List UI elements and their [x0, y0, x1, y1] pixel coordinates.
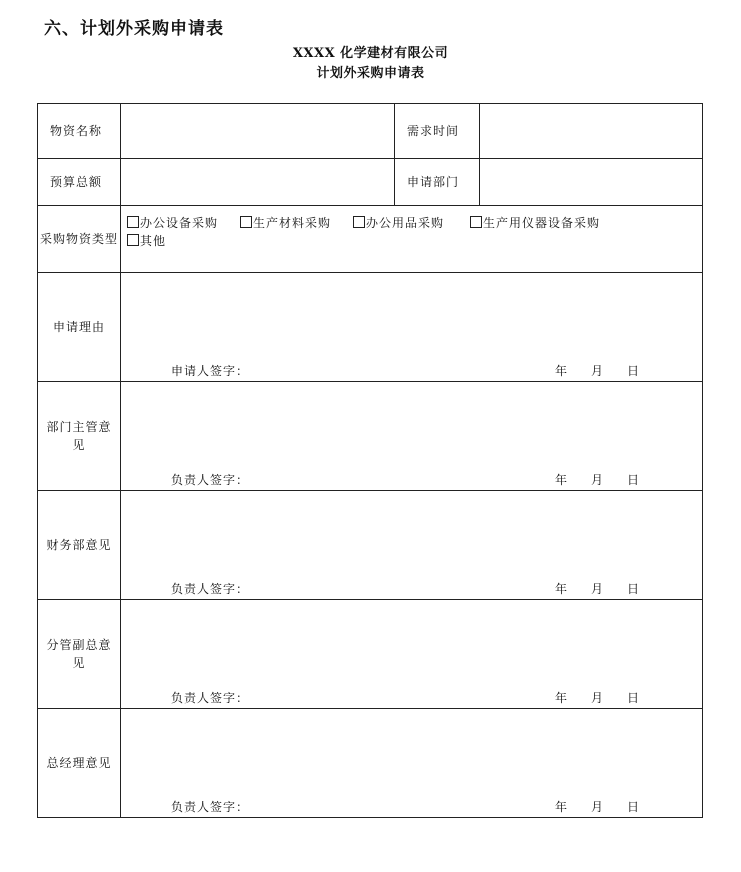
opinion-label: 财务部意见 [38, 491, 121, 600]
opinion-label: 部门主管意见 [38, 382, 121, 491]
option-label: 生产用仪器设备采购 [483, 216, 601, 230]
form-row-deputy-gm [38, 600, 703, 709]
opinion-label: 分管副总意见 [38, 600, 121, 709]
checkbox[interactable] [470, 216, 482, 228]
option-production-materials[interactable] [240, 214, 331, 232]
purchase-request-form [37, 103, 703, 818]
purchase-type-options [121, 206, 703, 273]
opinion-field[interactable] [121, 273, 703, 382]
required-time-label: 需求时间 [395, 104, 480, 159]
date-labels: 年 月 日 [555, 800, 641, 814]
option-other[interactable] [127, 232, 166, 250]
opinion-field[interactable] [121, 491, 703, 600]
signature-label: 申请人签字： [171, 364, 250, 378]
option-label: 办公用品采购 [366, 216, 445, 230]
checkbox[interactable] [127, 216, 139, 228]
opinion-field[interactable] [121, 382, 703, 491]
section-heading: 六、计划外采购申请表 [44, 19, 224, 39]
checkbox[interactable] [127, 234, 139, 246]
option-production-instruments[interactable] [470, 214, 600, 232]
checkbox[interactable] [353, 216, 365, 228]
budget-total-field[interactable] [121, 159, 395, 206]
option-office-supplies[interactable] [353, 214, 444, 232]
form-row-reason [38, 273, 703, 382]
applying-dept-label: 申请部门 [395, 159, 480, 206]
signature-label: 负责人签字： [171, 582, 250, 596]
material-name-label: 物资名称 [38, 104, 121, 159]
signature-label: 负责人签字： [171, 691, 250, 705]
budget-total-label: 预算总额 [38, 159, 121, 206]
form-row-material [38, 104, 703, 159]
signature-label: 负责人签字： [171, 473, 250, 487]
opinion-field[interactable] [121, 600, 703, 709]
option-office-equipment[interactable] [127, 214, 218, 232]
opinion-label: 申请理由 [38, 273, 121, 382]
form-row-finance [38, 491, 703, 600]
form-row-purchase-type [38, 206, 703, 273]
company-name: XXXX 化学建材有限公司 [292, 46, 449, 61]
form-row-dept-manager [38, 382, 703, 491]
form-row-gm [38, 709, 703, 818]
date-labels: 年 月 日 [555, 691, 641, 705]
form-title: 计划外采购申请表 [316, 66, 425, 81]
required-time-field[interactable] [480, 104, 703, 159]
checkbox[interactable] [240, 216, 252, 228]
option-label: 办公设备采购 [140, 216, 219, 230]
opinion-label: 总经理意见 [38, 709, 121, 818]
signature-label: 负责人签字： [171, 800, 250, 814]
date-labels: 年 月 日 [555, 582, 641, 596]
option-label: 其他 [140, 234, 167, 248]
date-labels: 年 月 日 [555, 473, 641, 487]
opinion-field[interactable] [121, 709, 703, 818]
applying-dept-field[interactable] [480, 159, 703, 206]
purchase-type-label: 采购物资类型 [38, 206, 121, 273]
option-label: 生产材料采购 [253, 216, 332, 230]
date-labels: 年 月 日 [555, 364, 641, 378]
material-name-field[interactable] [121, 104, 395, 159]
form-row-budget [38, 159, 703, 206]
